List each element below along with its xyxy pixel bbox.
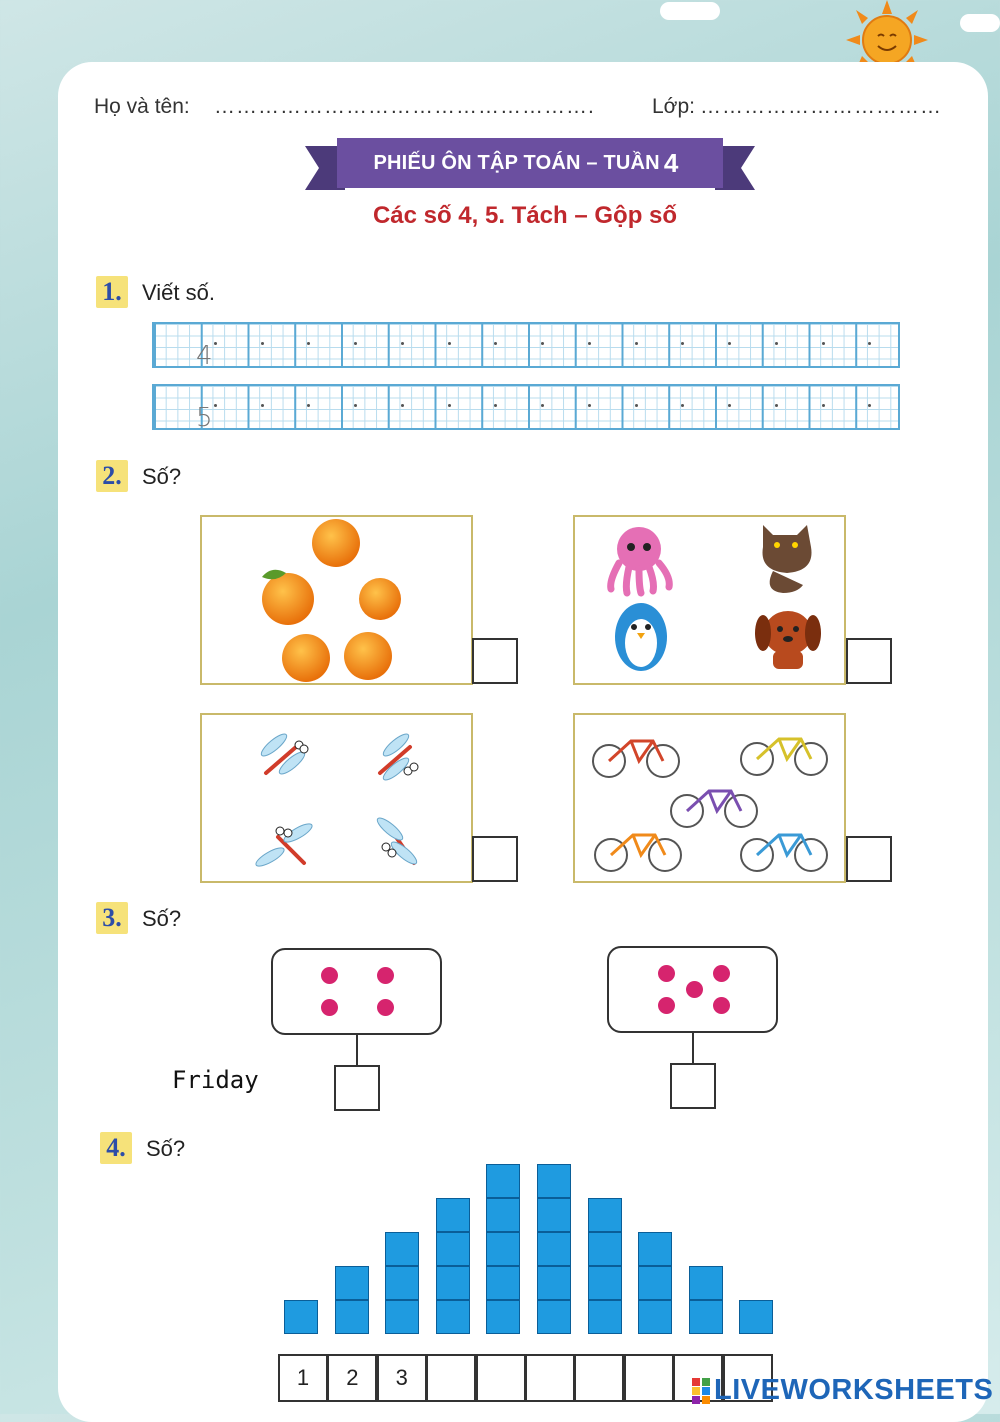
dot: [686, 981, 703, 998]
block-cube: [385, 1266, 419, 1300]
guide-dot: [214, 342, 217, 345]
block-cube: [537, 1198, 571, 1232]
dot: [377, 967, 394, 984]
guide-dot: [635, 342, 638, 345]
class-field[interactable]: ……………………………: [700, 95, 942, 118]
block-cube: [436, 1198, 470, 1232]
guide-dot: [775, 404, 778, 407]
worksheet-page: [58, 62, 988, 1422]
number-cell: 2: [327, 1354, 377, 1402]
answer-box-dots-five[interactable]: [670, 1063, 716, 1109]
cloud-decoration: [660, 2, 720, 20]
block-cube: [537, 1300, 571, 1334]
number-cell: 3: [377, 1354, 427, 1402]
guide-dot: [401, 342, 404, 345]
week-number: 4: [663, 147, 679, 178]
number-cell[interactable]: [476, 1354, 526, 1402]
dot: [321, 967, 338, 984]
block-cube: [486, 1164, 520, 1198]
name-label: Họ và tên:: [94, 95, 190, 118]
block-cube: [436, 1232, 470, 1266]
block-cube: [486, 1300, 520, 1334]
guide-dot: [541, 342, 544, 345]
block-cube: [486, 1266, 520, 1300]
block-cube: [638, 1300, 672, 1334]
liveworksheets-logo-icon: [692, 1378, 710, 1404]
oranges-picture: [200, 515, 473, 685]
writing-row-5[interactable]: [152, 384, 900, 430]
cloud-decoration: [960, 14, 1000, 32]
guide-dot: [588, 342, 591, 345]
block-cube: [638, 1232, 672, 1266]
block-cube: [689, 1266, 723, 1300]
dot: [658, 965, 675, 982]
block-cube: [689, 1300, 723, 1334]
question-text-1: Viết số.: [142, 280, 215, 305]
handwritten-annotation: Friday: [172, 1066, 259, 1094]
guide-dot: [728, 342, 731, 345]
block-cube: [739, 1300, 773, 1334]
number-cell[interactable]: [426, 1354, 476, 1402]
guide-dot: [822, 404, 825, 407]
block-cube: [588, 1198, 622, 1232]
dot: [713, 997, 730, 1014]
dot-card-four: [271, 948, 442, 1035]
guide-dot: [448, 404, 451, 407]
block-cube: [588, 1266, 622, 1300]
worksheet-subtitle: Các số 4, 5. Tách – Gộp số: [372, 202, 678, 229]
dot: [713, 965, 730, 982]
block-cube: [385, 1232, 419, 1266]
bicycles-picture: [573, 713, 846, 883]
dot: [658, 997, 675, 1014]
block-cube: [537, 1164, 571, 1198]
guide-dot: [448, 342, 451, 345]
guide-dot: [214, 404, 217, 407]
writing-row-4[interactable]: [152, 322, 900, 368]
dragonflies-picture: [200, 713, 473, 883]
question-number-3: 3.: [96, 902, 128, 934]
number-cell[interactable]: [574, 1354, 624, 1402]
block-cube: [638, 1266, 672, 1300]
question-text-3: Số?: [142, 906, 182, 931]
question-text-2: Số?: [142, 464, 182, 489]
answer-box-animals[interactable]: [846, 638, 892, 684]
block-cube: [537, 1266, 571, 1300]
name-field[interactable]: …………………………………………….: [214, 95, 595, 118]
liveworksheets-brand: LIVEWORKSHEETS: [714, 1374, 994, 1406]
block-cube: [385, 1300, 419, 1334]
block-cube: [588, 1232, 622, 1266]
question-text-4: Số?: [146, 1136, 186, 1161]
guide-dot: [822, 342, 825, 345]
answer-box-bicycles[interactable]: [846, 836, 892, 882]
worksheet-title-text: PHIẾU ÔN TẬP TOÁN – TUẦN: [373, 151, 660, 174]
connector-line: [692, 1033, 694, 1063]
question-number-1: 1.: [96, 276, 128, 308]
answer-box-dots-four[interactable]: [334, 1065, 380, 1111]
guide-dot: [775, 342, 778, 345]
question-number-2: 2.: [96, 460, 128, 492]
guide-dot: [635, 404, 638, 407]
block-cube: [335, 1300, 369, 1334]
dot: [321, 999, 338, 1016]
class-label: Lớp:: [652, 95, 695, 118]
block-cube: [436, 1266, 470, 1300]
trace-digit: 4: [196, 341, 213, 371]
guide-dot: [261, 342, 264, 345]
dot: [377, 999, 394, 1016]
guide-dot: [541, 404, 544, 407]
answer-box-dragonflies[interactable]: [472, 836, 518, 882]
block-cube: [335, 1266, 369, 1300]
guide-dot: [401, 404, 404, 407]
block-cube: [537, 1232, 571, 1266]
connector-line: [356, 1035, 358, 1065]
guide-dot: [728, 404, 731, 407]
answer-box-oranges[interactable]: [472, 638, 518, 684]
block-cube: [284, 1300, 318, 1334]
block-cube: [588, 1300, 622, 1334]
block-cube: [486, 1198, 520, 1232]
question-number-4: 4.: [100, 1132, 132, 1164]
liveworksheets-logo: [692, 1374, 993, 1407]
number-cell[interactable]: [525, 1354, 575, 1402]
animals-picture: [573, 515, 846, 685]
worksheet-title: [340, 138, 712, 188]
guide-dot: [354, 404, 357, 407]
number-cell[interactable]: [624, 1354, 674, 1402]
guide-dot: [261, 404, 264, 407]
trace-digit: 5: [196, 403, 213, 433]
number-cell: 1: [278, 1354, 328, 1402]
block-cube: [486, 1232, 520, 1266]
guide-dot: [588, 404, 591, 407]
block-cube: [436, 1300, 470, 1334]
guide-dot: [354, 342, 357, 345]
